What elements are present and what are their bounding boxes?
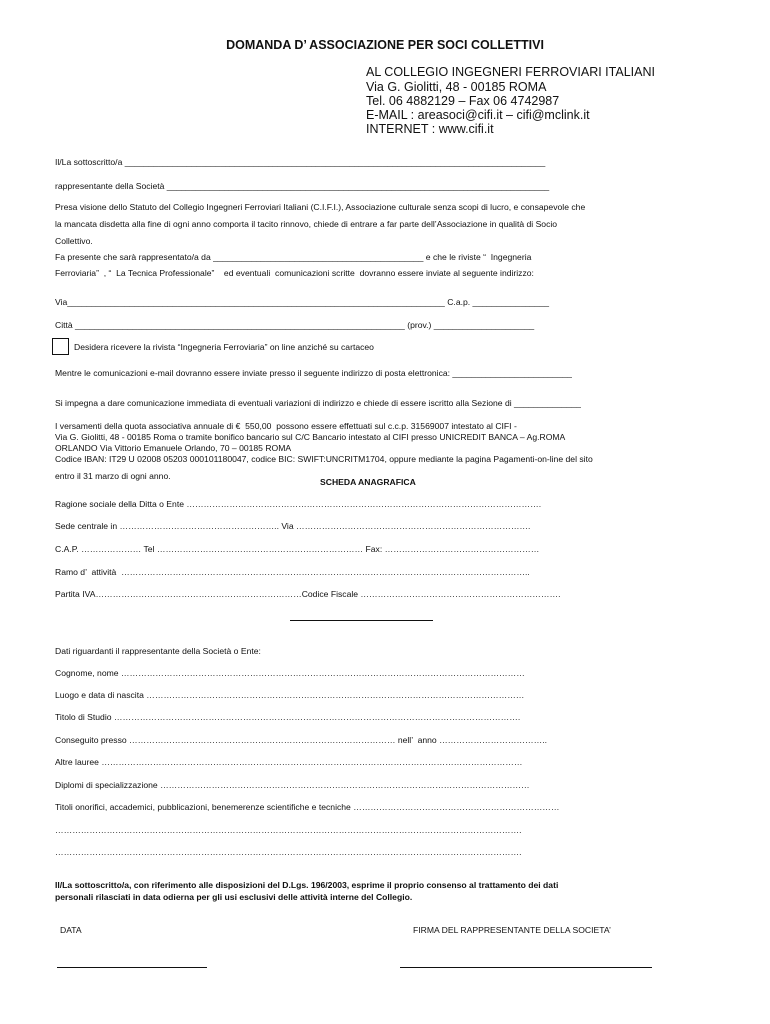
recipient-line: Via G. Giolitti, 48 - 00185 ROMA <box>366 80 547 94</box>
recipient-line: INTERNET : www.cifi.it <box>366 122 494 136</box>
signature-line[interactable] <box>400 967 652 968</box>
vat-field[interactable]: Partita IVA………………………………………………………………Codice Fiscale ……………………………………………………………. <box>55 589 561 599</box>
representative-field[interactable]: rappresentante della Società ________________________________________________________________________________ <box>55 181 550 191</box>
recipient-line: Tel. 06 4882129 – Fax 06 4742987 <box>366 94 560 108</box>
activity-field[interactable]: Ramo d’ attività …………………………………………………………………………………………………………………………….. <box>55 567 530 577</box>
recipient-line: E-MAIL : areasoci@cifi.it – cifi@mclink.it <box>366 108 590 122</box>
birth-field[interactable]: Luogo e data di nascita …………………………………………………………………………………………………………………… <box>55 690 525 700</box>
divider <box>290 620 433 621</box>
company-name-field[interactable]: Ragione sociale della Ditta o Ente ……………………………………………………………………………………………………………. <box>55 499 542 509</box>
statute-text: la mancata disdetta alla fine di ogni anno comporta il tacito rinnovo, chiede di entrare a far parte dell’Associazione in qualità di Socio <box>55 219 558 229</box>
online-magazine-label: Desidera ricevere la rivista “Ingegneria Ferroviaria” on line anziché su cartaceo <box>74 342 374 352</box>
date-line[interactable] <box>57 967 207 968</box>
titles-field[interactable]: Titoli onorifici, accademici, pubblicazioni, benemerenze scientifiche e tecniche ……………………………………………………………… <box>55 802 560 812</box>
online-magazine-checkbox[interactable] <box>52 338 69 355</box>
page-title: DOMANDA D’ ASSOCIAZIONE PER SOCI COLLETTIVI <box>226 38 544 52</box>
magazines-text: Ferroviaria” , “ La Tecnica Professionale” ed eventuali comunicazioni scritte dovranno essere inviate al seguente indirizzo: <box>55 268 534 278</box>
payment-text: Codice IBAN: IT29 U 02008 05203 000101180047, codice BIC: SWIFT:UNCRITM1704, oppure mediante la pagina Pagamenti-on-line del sito <box>55 454 593 464</box>
payment-text: Via G. Giolitti, 48 - 00185 Roma o tramite bonifico bancario sul C/C Bancario intestato al CIFI presso UNICREDIT BANCA – Ag.ROMA <box>55 432 566 442</box>
section-field[interactable]: Si impegna a dare comunicazione immediata di eventuali variazioni di indirizzo e chiede di essere iscritto alla Sezione di ______________ <box>55 398 581 408</box>
payment-text: I versamenti della quota associativa annuale di € 550,00 possono essere effettuati sul c.c.p. 31569007 intestato al CIFI - <box>55 421 517 431</box>
email-field[interactable]: Mentre le comunicazioni e-mail dovranno essere inviate presso il seguente indirizzo di posta elettronica: _________________________ <box>55 368 572 378</box>
payment-text: entro il 31 marzo di ogni anno. <box>55 471 171 481</box>
name-field[interactable]: Cognome, nome …………………………………………………………………………………………………………………………… <box>55 668 525 678</box>
undersigned-field[interactable]: Il/La sottoscritto/a ________________________________________________________________________________________ <box>55 157 546 167</box>
payment-text: ORLANDO Via Vittorio Emanuele Orlando, 70 – 00185 ROMA <box>55 443 292 453</box>
consent-text: personali rilasciati in data odierna per gli usi esclusivi delle attività interne del Collegio. <box>55 892 413 902</box>
headquarters-field[interactable]: Sede centrale in ……………………………………………….. Via ………………………………………………………………………. <box>55 521 531 531</box>
represented-by-field[interactable]: Fa presente che sarà rappresentato/a da ____________________________________________ e che le riviste “ Ingegneria <box>55 252 532 262</box>
date-label: DATA <box>60 925 82 935</box>
cap-tel-fax-field[interactable]: C.A.P. ………………… Tel ……………………………………………………………… Fax: ……………………………………………… <box>55 544 540 554</box>
statute-text: Collettivo. <box>55 236 93 246</box>
signature-label: FIRMA DEL RAPPRESENTANTE DELLA SOCIETA’ <box>413 925 611 935</box>
other-degrees-field[interactable]: Altre lauree ………………………………………………………………………………………………………………………………… <box>55 757 523 767</box>
city-field[interactable]: Città _____________________________________________________________________ (prov.) _____________________ <box>55 320 535 330</box>
consent-text: Il/La sottoscritto/a, con riferimento alle disposizioni del D.Lgs. 196/2003, esprime il proprio consenso al trattamento dei dati <box>55 880 559 890</box>
study-field[interactable]: Titolo di Studio ……………………………………………………………………………………………………………………………. <box>55 712 521 722</box>
recipient-line: AL COLLEGIO INGEGNERI FERROVIARI ITALIANI <box>366 65 655 79</box>
anagrafica-heading: SCHEDA ANAGRAFICA <box>320 477 416 487</box>
extra-line[interactable]: ………………………………………………………………………………………………………………………………………………. <box>55 825 522 835</box>
via-field[interactable]: Via_______________________________________________________________________________ C.a.p. ________________ <box>55 297 550 307</box>
extra-line[interactable]: ………………………………………………………………………………………………………………………………………………. <box>55 847 522 857</box>
obtained-field[interactable]: Conseguito presso ………………………………………………………………………………… nell’ anno ……………………………….. <box>55 735 547 745</box>
statute-text: Presa visione dello Statuto del Collegio Ingegneri Ferroviari Italiani (C.I.F.I.), Associazione culturale senza scopi di lucro, e consapevole che <box>55 202 586 212</box>
diplomas-field[interactable]: Diplomi di specializzazione ………………………………………………………………………………………………………………… <box>55 780 530 790</box>
representative-heading: Dati riguardanti il rappresentante della Società o Ente: <box>55 646 261 656</box>
